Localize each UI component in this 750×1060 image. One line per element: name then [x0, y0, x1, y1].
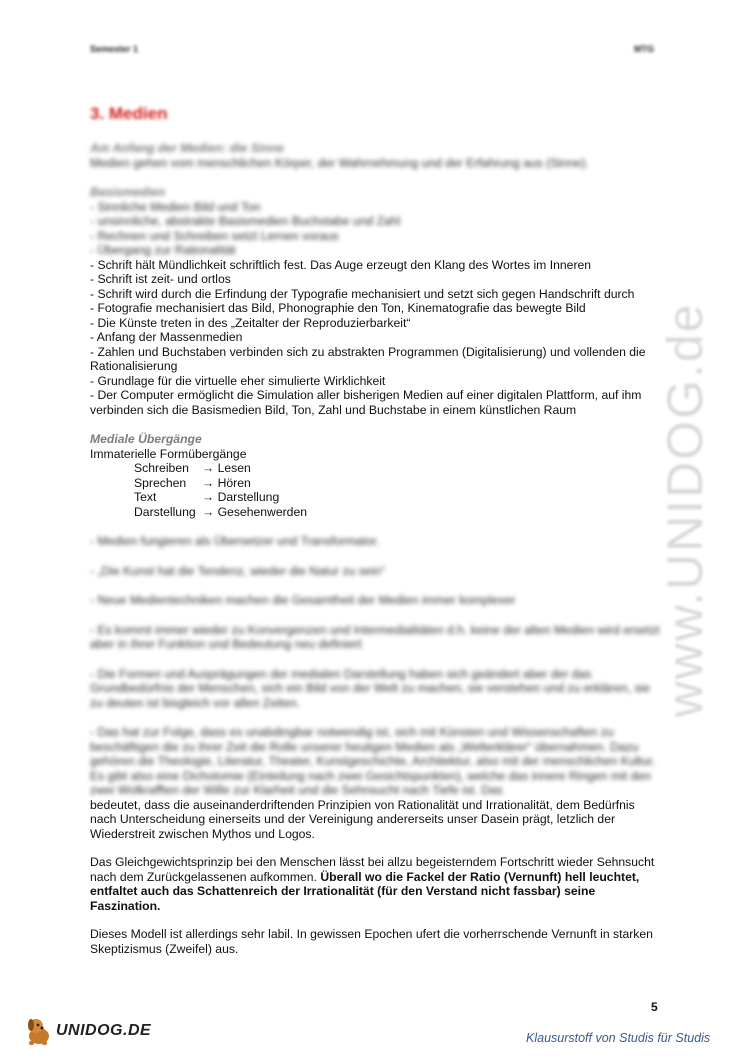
header-right: MTG: [634, 44, 654, 54]
page-number: 5: [651, 1000, 658, 1014]
transition-to: → Hören: [202, 475, 251, 490]
section-uebergaenge: [90, 432, 662, 956]
transition-to: → Lesen: [202, 461, 251, 475]
list-item: - Fotografie mechanisiert das Bild, Phonographie den Ton, Kinematografie das bewegte Bild: [90, 301, 586, 315]
transition-to: → Darstellung: [202, 490, 280, 504]
list-item: - Schrift hält Mündlichkeit schriftlich fest. Das Auge erzeugt den Klang des Wortes im Inneren: [90, 257, 592, 272]
transition-from: Schreiben: [134, 461, 189, 475]
transition-from: Text: [134, 490, 157, 504]
list-item: - Anfang der Massenmedien: [90, 330, 243, 344]
list-item: - Schrift ist zeit- und ortlos: [90, 272, 231, 286]
document-body: [90, 141, 662, 956]
paragraph: - Das hat zur Folge, dass es unabdingbar notwendig ist, sich mit Künsten und Wissenschaften zu beschäftigen die zu ihrer Zeit die Rolle unserer heutigen Medien als „Welterklärer“ übernahmen. Dazu gehören die Theologie, Literatur, Theater, Kunstgeschichte, Architektur, also mit der menschlichen Kultur. Es gibt also eine Dichotomie (Einteilung nach zwei Gesichtspunkten), welche das innere Ringen mit den zwei Wolkrafften der Wille zur Klarheit und die Sehnsucht nach Tiefe ist. Das: [90, 725, 656, 797]
paragraph-text: Das Gleichgewichtsprinzip bei den Menschen lässt bei allzu begeisterndem Fortschritt wieder Sehnsucht nach dem Zurückgelassenen aufkommen.: [90, 855, 655, 884]
list-item: - Übergang zur Rationalität: [90, 243, 236, 257]
header-left: Semester 1: [90, 44, 139, 54]
transition-to: → Gesehenwerden: [202, 504, 308, 519]
dog-icon: [24, 1014, 58, 1048]
list-item: - Der Computer ermöglicht die Simulation aller bisherigen Medien auf einer digitalen Plattform, auf ihm verbinden sich die Basismedien Bild, Ton, Zahl und Buchstabe in einem künstlichen Raum: [90, 388, 642, 417]
list-item: - Schrift wird durch die Erfindung der Typografie mechanisiert und setzt sich gegen Handschrift durch: [90, 286, 635, 301]
transition-from: Darstellung: [134, 504, 196, 519]
footer-slogan: Klausurstoff von Studis für Studis: [526, 1031, 711, 1045]
paragraph: - Die Formen und Ausprägungen der medialen Darstellung haben sich geändert aber der das Grundbedürfnis der Menschen, sich ein Bild von der Welt zu machen, sie verstehen und zu erklären, sie zu deuten ist bisgleich vor allen Zeiten.: [90, 666, 651, 710]
paragraph: bedeutet, dass die auseinanderdriftenden Prinzipien von Rationalität und Irrationalität, dem Bedürfnis nach Unterscheidung einerseits und der Vereinigung andererseits unser Dasein prägt, letzlich der Wiederstreit zwischen Mythos und Logos.: [90, 797, 635, 841]
list-item: - unsinnliche, abstrakte Basismedien Buchstabe und Zahl: [90, 214, 401, 228]
list-item: - Sinnliche Medien Bild und Ton: [90, 199, 261, 214]
paragraph: - Neue Medientechniken machen die Gesamtheit der Medien immer komplexer: [90, 593, 516, 607]
paragraph: Dieses Modell ist allerdings sehr labil. In gewissen Epochen ufert die vorherrschende Vernunft in starken Skeptizismus (Zweifel) aus.: [90, 927, 653, 956]
list-item: - Grundlage für die virtuelle eher simulierte Wirklichkeit: [90, 373, 386, 388]
list-item: - Zahlen und Buchstaben verbinden sich zu abstrakten Programmen (Digitalisierung) und vollenden die Rationalisierung: [90, 344, 646, 373]
subheading: Immaterielle Formübergänge: [90, 446, 247, 461]
section-heading: Basismedien: [90, 185, 166, 199]
paragraph: [90, 855, 662, 913]
blurred-block: [90, 185, 662, 258]
logo-text: UNIDOG.DE: [56, 1022, 152, 1039]
page-title: 3. Medien: [90, 104, 168, 123]
paragraph: - „Die Kunst hat die Tendenz, wieder die Natur zu sein“: [90, 563, 386, 578]
paragraph: - Medien fungieren als Übersetzer und Transformator.: [90, 534, 380, 548]
paragraph: Medien gehen vom menschlichen Körper, der Wahrnehmung und der Erfahrung aus (Sinne).: [90, 155, 589, 170]
watermark-text: www.UNIDOG.de: [657, 302, 713, 718]
transition-from: Sprechen: [134, 475, 187, 490]
unidog-logo: [24, 1014, 154, 1048]
section-basismedien: [90, 185, 662, 417]
section-sinne: [90, 141, 662, 170]
blurred-paragraphs: [90, 534, 662, 798]
watermark: [650, 280, 720, 740]
section-heading: Am Anfang der Medien: die Sinne: [90, 141, 284, 155]
section-heading: Mediale Übergänge: [90, 432, 202, 446]
paragraph-bold-text: Überall wo die Fackel der Ratio (Vernunft) hell leuchtet, entfaltet auch das Schattenreich der Irrationalität (für den Verstand nicht fassbar) seine Faszination.: [90, 869, 640, 913]
list-item: - Rechnen und Schreiben setzt Lernen voraus: [90, 228, 339, 243]
paragraph: - Es kommt immer wieder zu Konvergenzen und Intermedialitäten d.h. keine der alten Medien wird ersetzt aber in ihrer Funktion und Bedeutung neu definiert: [90, 622, 660, 651]
list-item: - Die Künste treten in des „Zeitalter der Reproduzierbarkeit“: [90, 315, 411, 330]
transition-table: [90, 461, 662, 519]
